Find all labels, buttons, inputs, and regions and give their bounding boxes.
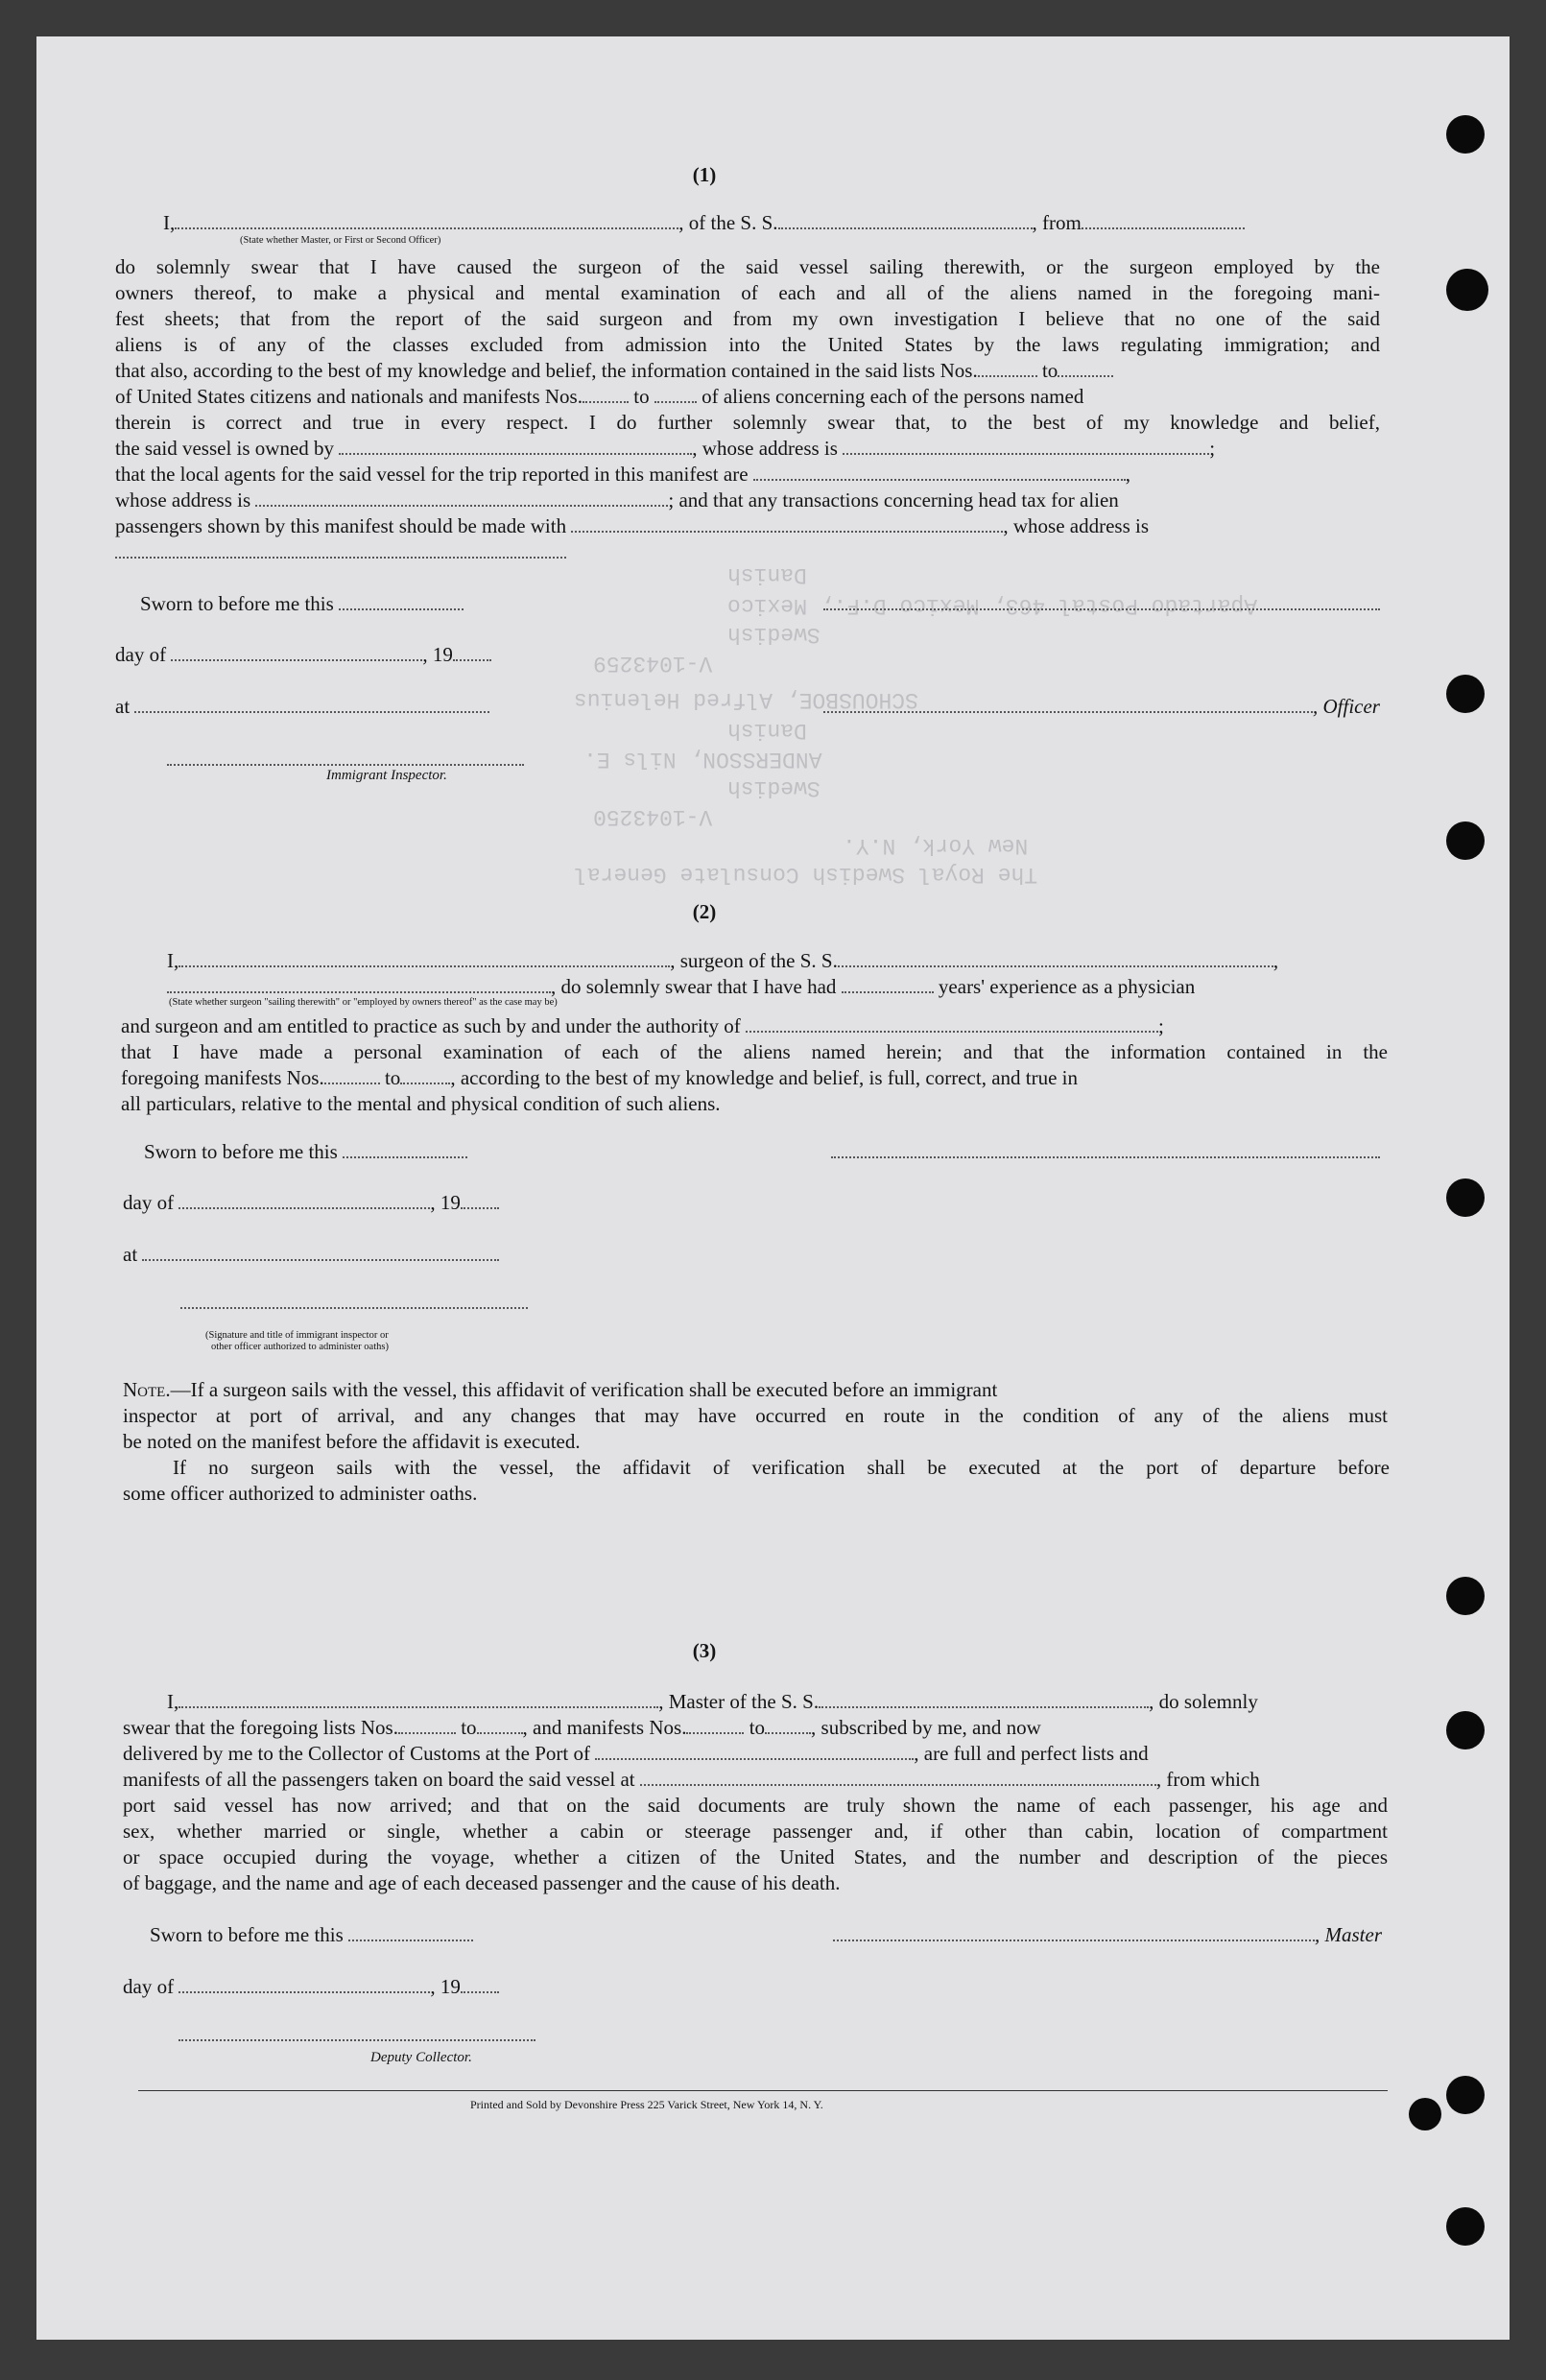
at-line: at	[123, 1242, 499, 1268]
sworn-line: Sworn to before me this	[144, 1139, 467, 1165]
oath-paragraph-line: aliens is of any of the classes excluded from admission into the United States by the laws regulating immigration; and	[115, 333, 1380, 356]
punch-hole	[1446, 269, 1488, 311]
blank-field[interactable]	[571, 516, 1003, 533]
punch-hole	[1409, 2098, 1441, 2130]
blank-field[interactable]	[746, 1016, 1158, 1033]
oath-line-1: I, , of the S. S. , from	[163, 210, 1245, 236]
blank-field[interactable]	[823, 697, 1313, 713]
punch-hole	[1446, 821, 1485, 860]
blank-field[interactable]	[778, 213, 1033, 229]
blank-field[interactable]	[583, 387, 629, 403]
blank-field[interactable]	[175, 213, 678, 229]
oath-paragraph-line: therein is correct and true in every respect. I do further solemnly swear that, to the best of my knowledge and belief,	[115, 411, 1380, 434]
officer-signature-line	[823, 591, 1380, 617]
blank-field[interactable]	[753, 464, 1126, 481]
blank-field[interactable]	[115, 542, 566, 559]
oath-paragraph-line: of baggage, and the name and age of each deceased passenger and the cause of his death.	[123, 1871, 841, 1894]
punch-hole	[1446, 1178, 1485, 1217]
blank-field[interactable]	[842, 977, 934, 993]
blank-field[interactable]	[843, 439, 1209, 455]
form-page	[36, 36, 1510, 2340]
bleed-through-line: Apartado Postal 463, Mexico D.F., Mexico	[727, 593, 1258, 618]
oath-paragraph-line: passengers shown by this manifest should be made with , whose address is	[115, 514, 1150, 537]
oath-line-1: I, , Master of the S. S. , do solemnly	[167, 1690, 1258, 1713]
punch-hole	[1446, 675, 1485, 713]
note-line: be noted on the manifest before the affidavit is executed.	[123, 1430, 581, 1453]
day-line: day of , 19	[115, 642, 491, 668]
oath-paragraph-line: whose address is ; and that any transactions concerning head tax for alien	[115, 488, 1119, 512]
blank-field[interactable]	[838, 951, 1273, 967]
blank-field[interactable]	[178, 951, 670, 967]
blank-field[interactable]	[831, 1142, 1380, 1158]
footer-rule	[138, 2090, 1388, 2091]
oath-paragraph-line: do solemnly swear that I have caused the surgeon of the said vessel sailing therewith, or the surgeon employed by the	[115, 255, 1380, 278]
blank-field[interactable]	[978, 361, 1037, 377]
blank-field[interactable]	[171, 645, 422, 661]
note-line: inspector at port of arrival, and any changes that may have occurred en route in the condition of any of the aliens must	[123, 1404, 1388, 1427]
blank-field[interactable]	[324, 1068, 380, 1084]
oath-paragraph-line: delivered by me to the Collector of Customs at the Port of , are full and perfect lists and	[123, 1742, 1149, 1765]
blank-field[interactable]	[654, 387, 697, 403]
blank-field[interactable]	[134, 697, 489, 713]
signature-caption: (Signature and title of immigrant inspector or	[205, 1330, 389, 1341]
bleed-through-line: Danish	[727, 718, 807, 743]
blank-field[interactable]	[686, 1718, 744, 1734]
oath-paragraph-line: that I have made a personal examination of each of the aliens named herein; and that the information contained in the	[121, 1040, 1388, 1063]
blank-field[interactable]	[819, 1692, 1149, 1708]
day-line: day of , 19	[123, 1190, 499, 1216]
oath-paragraph-line: port said vessel has now arrived; and that on the said documents are truly shown the name of each passenger, his age and	[123, 1794, 1388, 1817]
oath-paragraph-line: fest sheets; that from the report of the said surgeon and from my own investigation I believe that no one of the said	[115, 307, 1380, 330]
bleed-through-line: SCHOUSBOE, Alfred Helenius	[574, 687, 918, 712]
sworn-line: Sworn to before me this	[140, 591, 464, 617]
blank-field[interactable]	[1058, 361, 1113, 377]
note-line: Note.—If a surgeon sails with the vessel, this affidavit of verification shall be executed before an immigrant	[123, 1378, 998, 1401]
blank-field[interactable]	[461, 1193, 499, 1209]
note-line: some officer authorized to administer oaths.	[123, 1482, 478, 1505]
blank-field[interactable]	[400, 1068, 450, 1084]
blank-field[interactable]	[348, 1925, 473, 1941]
oath-line-1: I, , surgeon of the S. S. ,	[167, 949, 1279, 972]
oath-paragraph-line: manifests of all the passengers taken on board the said vessel at , from which	[123, 1768, 1260, 1791]
oath-paragraph-line: foregoing manifests Nos. to , according to the best of my knowledge and belief, is full, correct, and true in	[121, 1066, 1079, 1089]
blank-field[interactable]	[255, 490, 668, 507]
blank-field[interactable]	[765, 1718, 811, 1734]
day-line: day of , 19	[123, 1974, 499, 2000]
blank-field[interactable]	[339, 594, 464, 610]
bleed-through-line: Swedish	[727, 775, 821, 800]
oath-paragraph-line: all particulars, relative to the mental and physical condition of such aliens.	[121, 1092, 721, 1115]
deputy-caption: Deputy Collector.	[370, 2050, 472, 2065]
bleed-through-line: ANDERSSON, Nils E.	[583, 747, 822, 772]
blank-field[interactable]	[398, 1718, 456, 1734]
note-line: If no surgeon sails with the vessel, the affidavit of verification shall be executed at the port of departure before	[173, 1456, 1390, 1479]
blank-field[interactable]	[180, 1293, 528, 1309]
sworn-line: Sworn to before me this	[150, 1922, 473, 1948]
blank-field[interactable]	[178, 2025, 535, 2041]
punch-hole	[1446, 115, 1485, 154]
blank-field[interactable]	[178, 1977, 430, 1993]
deputy-line	[178, 2022, 535, 2048]
blank-field[interactable]	[1082, 213, 1245, 229]
blank-field[interactable]	[477, 1718, 523, 1734]
field-caption: (State whether surgeon "sailing therewith" or "employed by owners thereof" as the case may be)	[169, 997, 558, 1008]
bleed-through-line: Danish	[727, 562, 807, 587]
blank-field[interactable]	[595, 1744, 914, 1760]
punch-hole	[1446, 2076, 1485, 2114]
at-line: at	[115, 694, 489, 720]
bleed-through-line: V-1043259	[593, 651, 713, 676]
punch-hole	[1446, 2207, 1485, 2246]
blank-field[interactable]	[461, 1977, 499, 1993]
oath-paragraph-line: or space occupied during the voyage, whether a citizen of the United States, and the number and description of the pieces	[123, 1845, 1388, 1868]
blank-line	[115, 539, 566, 565]
oath-paragraph-line: of United States citizens and nationals and manifests Nos. to of aliens concerning each of the persons named	[115, 385, 1084, 408]
printer-imprint: Printed and Sold by Devonshire Press 225 Varick Street, New York 14, N. Y.	[470, 2098, 823, 2111]
master-signature-line: , Master	[833, 1922, 1382, 1948]
blank-field[interactable]	[167, 750, 524, 766]
blank-field[interactable]	[453, 645, 491, 661]
blank-field[interactable]	[640, 1770, 1156, 1786]
oath-paragraph-line: that the local agents for the said vessel for the trip reported in this manifest are ,	[115, 463, 1131, 486]
inspector-line	[180, 1290, 528, 1316]
blank-field[interactable]	[178, 1193, 430, 1209]
blank-field[interactable]	[339, 439, 692, 455]
bleed-through-line: New York, N.Y.	[843, 833, 1029, 858]
blank-field[interactable]	[343, 1142, 467, 1158]
bleed-through-line: Swedish	[727, 622, 821, 647]
blank-field[interactable]	[823, 594, 1380, 610]
section-number: (3)	[692, 1639, 717, 1662]
blank-field[interactable]	[142, 1245, 499, 1261]
signature-caption: other officer authorized to administer oaths)	[211, 1342, 389, 1352]
oath-paragraph-line: owners thereof, to make a physical and mental examination of each and all of the aliens named in the foregoing mani-	[115, 281, 1380, 304]
oath-paragraph-line: the said vessel is owned by , whose address is ;	[115, 437, 1216, 460]
inspector-caption: Immigrant Inspector.	[326, 768, 447, 783]
blank-field[interactable]	[167, 977, 551, 993]
blank-field[interactable]	[178, 1692, 658, 1708]
oath-line-2: , do solemnly swear that I have had years' experience as a physician	[167, 974, 1195, 1000]
bleed-through-line: V-1043250	[593, 804, 713, 829]
oath-paragraph-line: and surgeon and am entitled to practice as such by and under the authority of ;	[121, 1014, 1164, 1037]
oath-paragraph-line: that also, according to the best of my knowledge and belief, the information contained in the said lists Nos. to	[115, 358, 1113, 384]
oath-paragraph-line: sex, whether married or single, whether a cabin or steerage passenger and, if other than cabin, location of compartment	[123, 1820, 1388, 1843]
surgeon-signature-line	[831, 1139, 1380, 1165]
section-number: (2)	[692, 900, 717, 923]
blank-field[interactable]	[833, 1925, 1315, 1941]
section-number: (1)	[692, 163, 717, 186]
officer-line: , Officer	[823, 694, 1380, 720]
oath-paragraph-line: swear that the foregoing lists Nos. to , and manifests Nos. to , subscribed by me, and now	[123, 1716, 1041, 1739]
punch-hole	[1446, 1577, 1485, 1615]
field-caption: (State whether Master, or First or Second Officer)	[240, 235, 441, 246]
punch-hole	[1446, 1711, 1485, 1749]
bleed-through-line: The Royal Swedish Consulate General	[574, 862, 1038, 887]
